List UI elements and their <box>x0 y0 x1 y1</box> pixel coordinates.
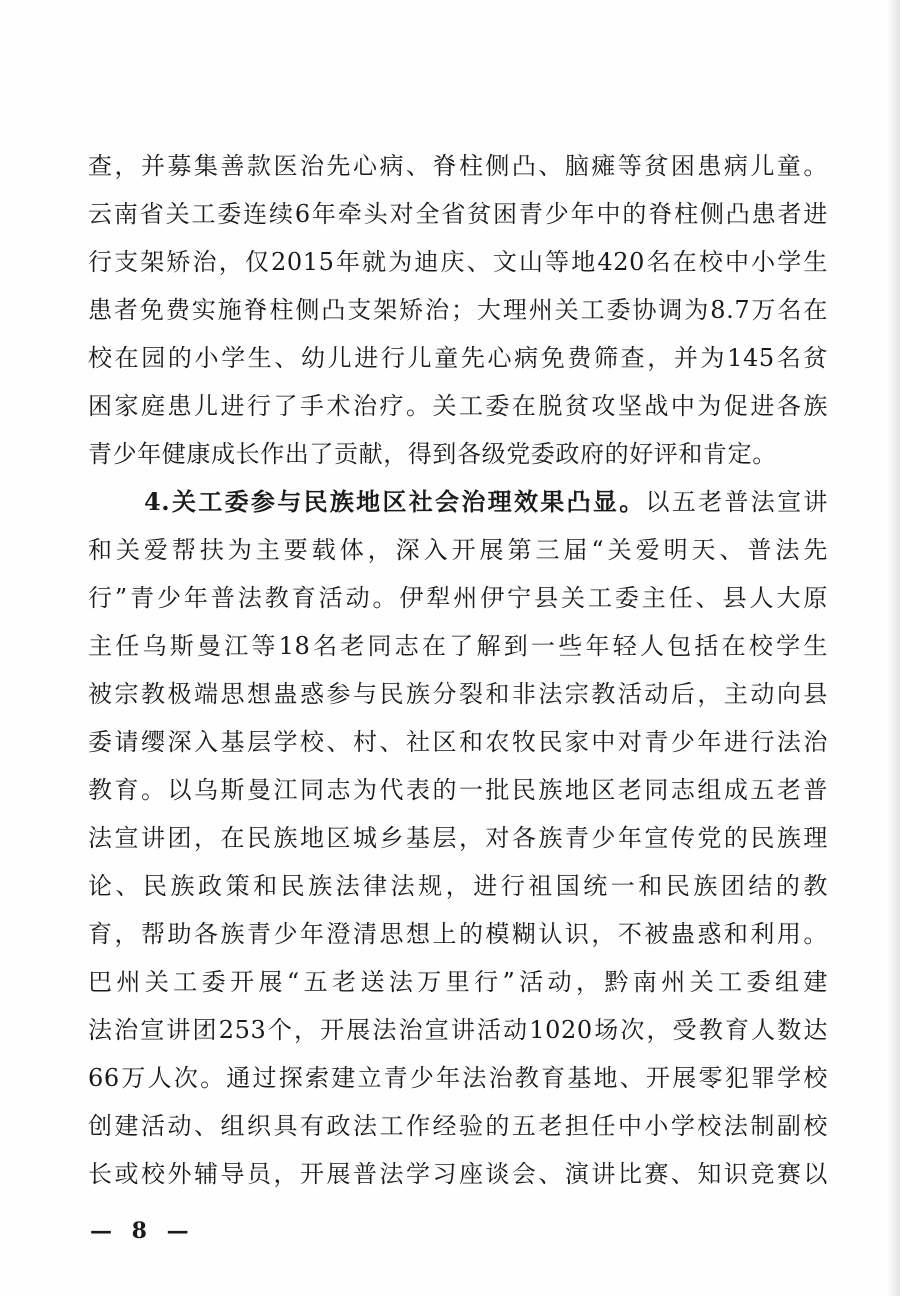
text-line: 青少年健康成长作出了贡献，得到各级党委政府的好评和肯定。 <box>88 440 777 468</box>
text-line: 66万人次。通过探索建立青少年法治教育基地、开展零犯罪学校 <box>88 1064 828 1092</box>
text-line: 查，并募集善款医治先心病、脊柱侧凸、脑瘫等贫困患病儿童。 <box>88 152 828 180</box>
text-line: 行支架矫治，仅2015年就为迪庆、文山等地420名在校中小学生 <box>88 248 828 276</box>
text-line: 创建活动、组织具有政法工作经验的五老担任中小学校法制副校 <box>88 1112 828 1140</box>
section-heading: 4.关工委参与民族地区社会治理效果凸显。 <box>144 487 646 516</box>
page-edge-shadow <box>886 0 900 1296</box>
text-line: 主任乌斯曼江等18名老同志在了解到一些年轻人包括在校学生 <box>88 632 828 660</box>
text-line: 被宗教极端思想蛊惑参与民族分裂和非法宗教活动后，主动向县 <box>88 680 828 708</box>
text-line: 和关爱帮扶为主要载体，深入开展第三届“关爱明天、普法先 <box>88 536 828 564</box>
text-line: 长或校外辅导员，开展普法学习座谈会、演讲比赛、知识竞赛以 <box>88 1160 828 1188</box>
text-line: 行”青少年普法教育活动。伊犁州伊宁县关工委主任、县人大原 <box>88 584 828 612</box>
paragraph-heading-line <box>88 478 828 526</box>
heading-line-text: 以五老普法宣讲 <box>645 488 828 516</box>
text-line: 论、民族政策和民族法律法规，进行祖国统一和民族团结的教 <box>88 872 828 900</box>
text-line: 校在园的小学生、幼儿进行儿童先心病免费筛查，并为145名贫 <box>88 344 828 372</box>
text-line: 法宣讲团，在民族地区城乡基层，对各族青少年宣传党的民族理 <box>88 824 828 852</box>
body-text <box>88 142 828 1198</box>
text-line: 法治宣讲团253个，开展法治宣讲活动1020场次，受教育人数达 <box>88 1016 828 1044</box>
text-line: 巴州关工委开展“五老送法万里行”活动，黔南州关工委组建 <box>88 968 828 996</box>
text-line: 患者免费实施脊柱侧凸支架矫治；大理州关工委协调为8.7万名在 <box>88 296 828 324</box>
page-number: — 8 — <box>90 1218 195 1244</box>
text-line: 困家庭患儿进行了手术治疗。关工委在脱贫攻坚战中为促进各族 <box>88 392 828 420</box>
text-line: 云南省关工委连续6年牵头对全省贫困青少年中的脊柱侧凸患者进 <box>88 200 828 228</box>
text-line: 委请缨深入基层学校、村、社区和农牧民家中对青少年进行法治 <box>88 728 828 756</box>
text-line: 教育。以乌斯曼江同志为代表的一批民族地区老同志组成五老普 <box>88 776 828 804</box>
text-line: 育，帮助各族青少年澄清思想上的模糊认识，不被蛊惑和利用。 <box>88 920 828 948</box>
